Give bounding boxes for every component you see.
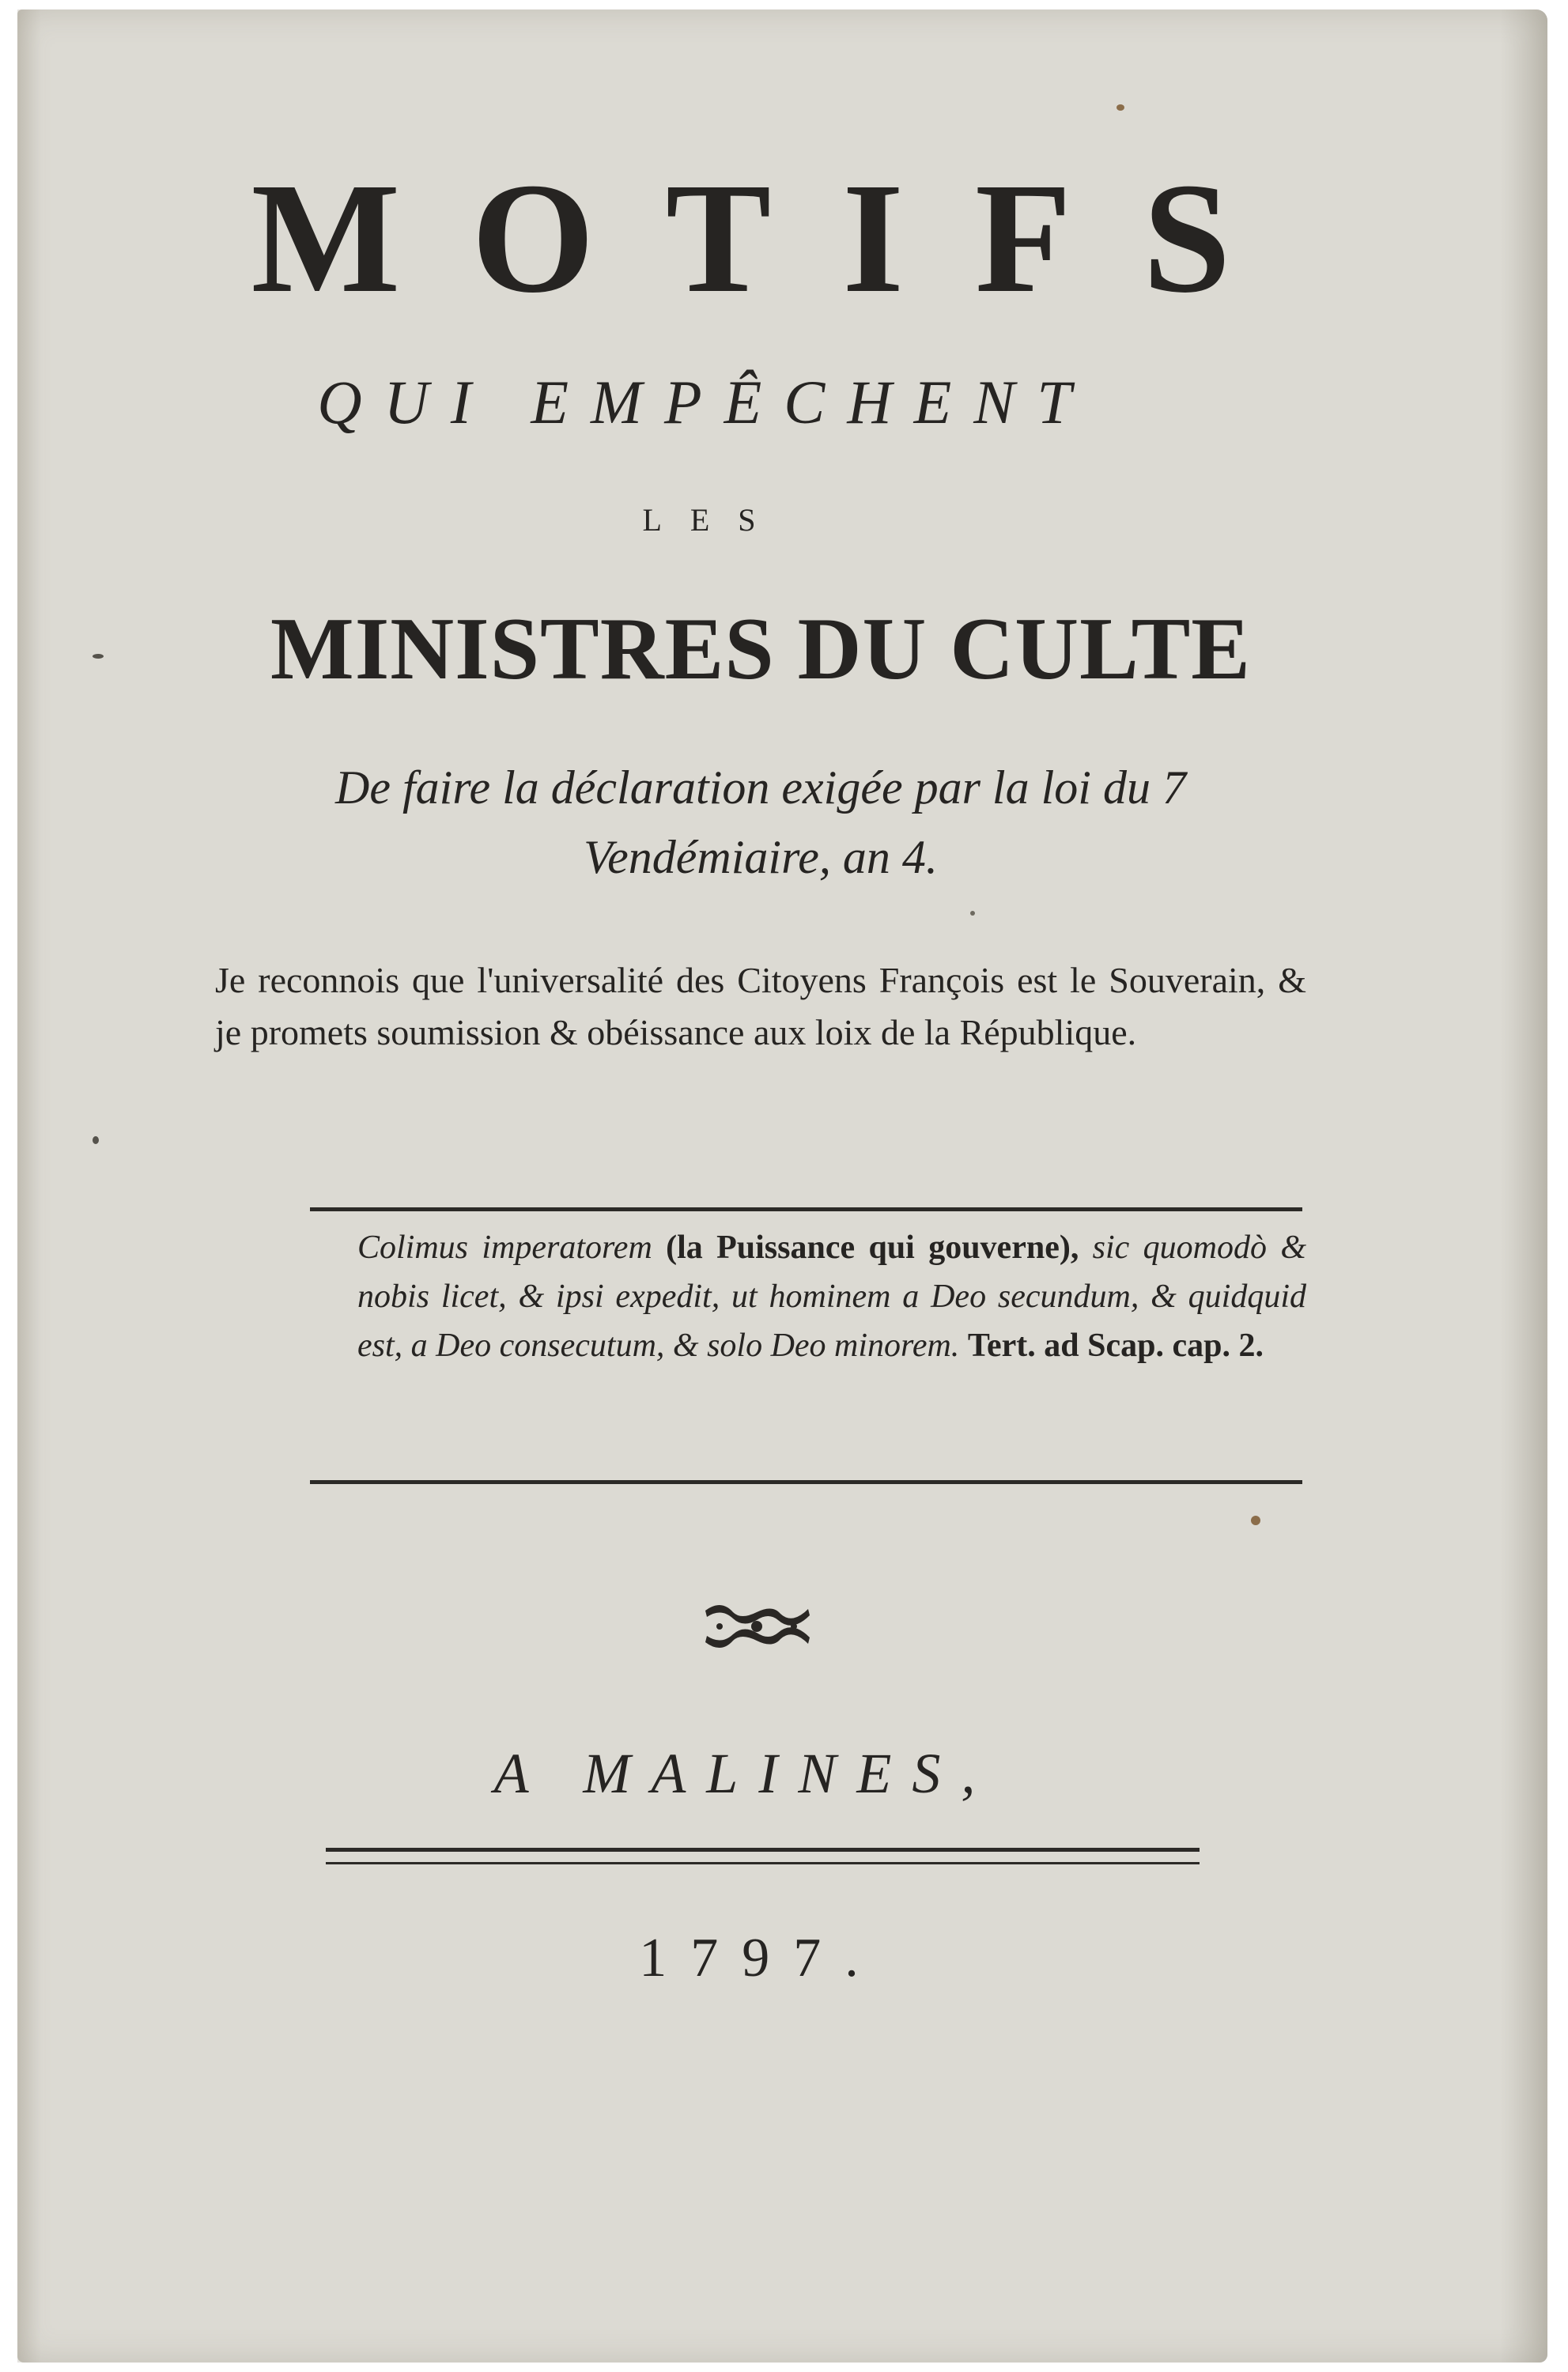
fleuron-ornament-icon xyxy=(697,1595,816,1658)
subject-title: MINISTRES DU CULTE xyxy=(270,600,1251,698)
subtitle-line-1: QUI EMPÊCHENT xyxy=(317,368,1094,436)
document-title: MOTIFS xyxy=(251,151,1302,326)
bottom-rule xyxy=(310,1480,1302,1484)
paper-speck xyxy=(970,911,975,916)
subtitle-line-2: LES xyxy=(642,502,784,538)
publication-year: 1797. xyxy=(639,1928,882,1989)
paper-speck xyxy=(93,1136,99,1144)
epigraph-italic: Colimus imperatorem xyxy=(357,1229,652,1266)
epigraph xyxy=(357,1223,1306,1370)
top-rule xyxy=(310,1207,1302,1211)
oath-text: Je reconnois que l'universalité des Citoyens François est le Souverain, & je promets soumission & obéissance aux loix de la République. xyxy=(215,960,1306,1052)
epigraph-body: sic quomodò & nobis licet, & ipsi expedit, ut hominem a Deo secundum, & quidquid est, a Deo consecutum, & solo Deo minorem. xyxy=(357,1229,1307,1364)
epigraph-parenthetical: (la Puissance qui gouverne), xyxy=(666,1229,1079,1266)
pamphlet-page xyxy=(17,9,1547,2363)
page-left-edge xyxy=(17,9,41,2363)
declaration-text: De faire la déclaration exigée par la loi du 7 Vendémiaire, an 4. xyxy=(335,761,1186,883)
epigraph-source: Tert. ad Scap. cap. 2. xyxy=(967,1328,1264,1364)
paper-speck xyxy=(1116,104,1124,111)
paper-speck xyxy=(93,654,104,659)
page-right-edge xyxy=(1500,9,1547,2363)
double-rule-thick xyxy=(326,1848,1200,1852)
place-of-publication: A MALINES, xyxy=(493,1742,996,1805)
double-rule-thin xyxy=(326,1862,1200,1864)
paper-speck xyxy=(1251,1516,1260,1525)
